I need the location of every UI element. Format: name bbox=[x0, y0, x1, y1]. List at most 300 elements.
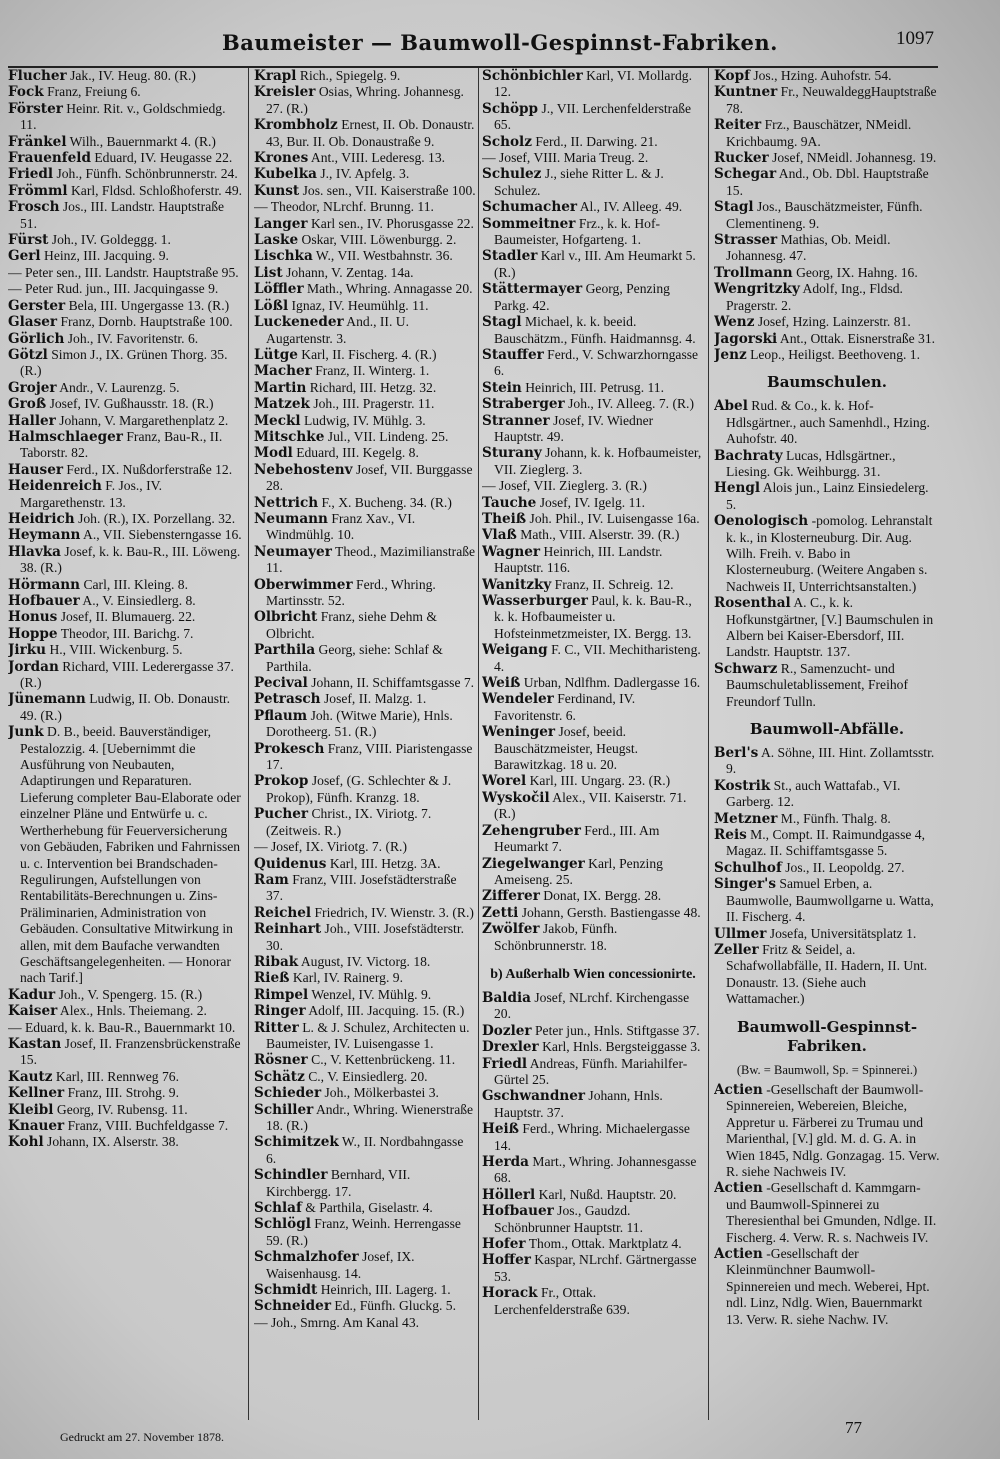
entry-details: Josef, II. Blumauerg. 22. bbox=[60, 609, 196, 625]
entry-name: Friedl bbox=[482, 1055, 528, 1072]
entry-details: R., Samenzucht- und Baumschuletablissement, Freihof Freundorf Tulln. bbox=[726, 660, 908, 709]
entry-name: Metzner bbox=[714, 810, 778, 827]
entry-details: Fr., Ottak. Lerchenfelderstraße 639. bbox=[494, 1285, 630, 1317]
directory-entry bbox=[482, 101, 704, 134]
entry-name: Ribak bbox=[254, 953, 299, 970]
entry-details: Bernhard, VII. Kirchbergg. 17. bbox=[266, 1167, 411, 1199]
directory-entry bbox=[8, 248, 244, 264]
entry-details: W., II. Nordbahngasse 6. bbox=[266, 1134, 464, 1166]
entry-name: Stadler bbox=[482, 248, 538, 265]
entry-name: Scholz bbox=[482, 133, 532, 150]
entry-details: Karl, Penzing Ameiseng. 25. bbox=[494, 855, 663, 887]
entry-name: Oenologisch bbox=[714, 513, 809, 530]
entry-details: Ludwig, II. Ob. Donaustr. 49. (R.) bbox=[20, 691, 231, 723]
entry-name: Glaser bbox=[8, 314, 58, 331]
entry-name: Hofer bbox=[482, 1236, 526, 1253]
directory-entry bbox=[714, 778, 940, 811]
entry-name: Krones bbox=[254, 150, 309, 167]
directory-entry bbox=[482, 1088, 704, 1121]
directory-entry bbox=[254, 839, 476, 855]
directory-entry bbox=[482, 1154, 704, 1187]
entry-name: Gerl bbox=[8, 248, 41, 265]
entry-name: Prokop bbox=[254, 773, 309, 790]
entry-details: Josef, IV. Igelg. 11. bbox=[539, 494, 646, 510]
directory-entry bbox=[8, 1003, 244, 1019]
entry-name: Langer bbox=[254, 215, 308, 232]
entry-name: Nebehostenv bbox=[254, 461, 353, 478]
entry-name: Ziegelwanger bbox=[482, 855, 585, 872]
entry-details: Alois jun., Lainz Einsiedelerg. 5. bbox=[726, 480, 929, 512]
directory-entry bbox=[8, 298, 244, 314]
entry-details: Carl, III. Kleing. 8. bbox=[83, 576, 189, 592]
entry-details: Jul., VII. Lindeng. 25. bbox=[327, 428, 449, 444]
entry-details: Andr., Whring. Wienerstraße 18. (R.) bbox=[266, 1101, 474, 1133]
entry-name: Actien bbox=[714, 1246, 763, 1262]
subsection-heading: b) Außerhalb Wien concessionirte. bbox=[490, 966, 696, 982]
directory-entry bbox=[714, 661, 940, 710]
directory-entry bbox=[254, 1249, 476, 1282]
directory-entry bbox=[482, 1236, 704, 1252]
entry-details: L. & J. Schulez, Architecten u. Baumeister, IV. Luisengasse 1. bbox=[266, 1019, 470, 1051]
entry-name: Jünemann bbox=[8, 691, 86, 708]
entry-name: Schimitzek bbox=[254, 1134, 339, 1151]
entry-details: Johann, Hnls. Hauptstr. 37. bbox=[494, 1088, 663, 1120]
entry-name: Ullmer bbox=[714, 925, 767, 942]
directory-entry bbox=[8, 232, 244, 248]
directory-entry bbox=[8, 380, 244, 396]
directory-entry bbox=[8, 101, 244, 134]
entry-name: Oberwimmer bbox=[254, 576, 353, 593]
directory-entry bbox=[254, 970, 476, 986]
column-divider bbox=[708, 68, 709, 1420]
directory-entry bbox=[254, 429, 476, 445]
entry-name: Lischka bbox=[254, 248, 313, 265]
entry-details: Leop., Heiligst. Beethoveng. 1. bbox=[750, 346, 920, 362]
entry-details: -Gesellschaft der Kleinmünchner Baumwoll-Spinnereien und mech. Weberei, Hpt. ndl. Linz, Ndlg. Wien, Bauernmarkt 13. Verw. R. siehe Nachw. IV. bbox=[726, 1246, 930, 1327]
entry-name: Dozler bbox=[482, 1022, 532, 1039]
entry-details: Ant., Ottak. Eisnerstraße 31. bbox=[779, 330, 936, 346]
directory-entry bbox=[8, 642, 244, 658]
entry-name: Kreisler bbox=[254, 84, 316, 101]
entry-name: Schindler bbox=[254, 1167, 328, 1184]
directory-entry bbox=[714, 199, 940, 232]
entry-name: Frauenfeld bbox=[8, 150, 91, 167]
entry-details: Josef, IV. Gußhausstr. 18. (R.) bbox=[49, 396, 214, 412]
entry-details: Franz, VIII. Piaristengasse 17. bbox=[266, 740, 473, 773]
entry-name: Hoppe bbox=[8, 625, 58, 642]
entry-details: Josef, IX. Waisenhausg. 14. bbox=[266, 1249, 415, 1281]
entry-name: Kautz bbox=[8, 1068, 53, 1085]
entry-name: Schumacher bbox=[482, 199, 578, 216]
directory-entry bbox=[8, 1118, 244, 1134]
entry-name: Schöpp bbox=[482, 100, 539, 117]
entry-details: Jakob, Fünfh. Schönbrunnerstr. 18. bbox=[494, 921, 618, 953]
entry-name: Gerster bbox=[8, 297, 66, 314]
entry-name: Drexler bbox=[482, 1039, 539, 1056]
directory-entry bbox=[254, 1069, 476, 1085]
entry-details: Richard, VIII. Lederergasse 37. (R.) bbox=[20, 658, 234, 691]
entry-name: Schlögl bbox=[254, 1216, 311, 1233]
entry-details: Heinz, III. Jacquing. 9. bbox=[44, 248, 169, 264]
directory-entry bbox=[714, 84, 940, 117]
entry-name: Jordan bbox=[8, 658, 59, 675]
entry-details: Ed., Fünfh. Gluckg. 5. bbox=[334, 1298, 456, 1314]
directory-entry bbox=[254, 314, 476, 347]
entry-details: Eduard, IV. Heugasse 22. bbox=[94, 150, 233, 166]
entry-name: Hofbauer bbox=[8, 593, 80, 609]
directory-entry bbox=[8, 659, 244, 692]
entry-details: Franz, II. Winterg. 1. bbox=[315, 363, 430, 379]
directory-entry bbox=[254, 84, 476, 117]
entry-details: Joh., IV. Favoritenstr. 6. bbox=[67, 330, 199, 346]
entry-name: Kohl bbox=[8, 1134, 44, 1151]
entry-name: Hengl bbox=[714, 480, 761, 497]
entry-details: Joh., IV. Goldeggg. 1. bbox=[51, 232, 171, 248]
directory-entry bbox=[482, 773, 704, 789]
entry-details: -pomolog. Lehranstalt k. k., in Klosterneuburg. Dir. Aug. Wilh. Freih. v. Babo in Klosterneuburg. (Weitere Angaben s. Nachweis II, Unterrichtsanstalten.) bbox=[726, 513, 933, 594]
directory-entry bbox=[8, 68, 244, 84]
directory-entry bbox=[482, 396, 704, 412]
directory-entry bbox=[8, 166, 244, 182]
directory-entry bbox=[8, 511, 244, 527]
directory-entry bbox=[714, 166, 940, 199]
entry-details: Rud. & Co., k. k. Hof-Hdlsgärtner., auch Samenhdl., Hzing. Auhofstr. 40. bbox=[726, 398, 930, 447]
entry-name: Fock bbox=[8, 84, 44, 101]
entry-name: Kaiser bbox=[8, 1003, 58, 1020]
entry-name: Baldia bbox=[482, 989, 531, 1006]
section-heading: Baumwoll-Gespinnst-Fabriken. bbox=[736, 1017, 918, 1055]
entry-name: Martin bbox=[254, 379, 307, 396]
entry-name: Förster bbox=[8, 100, 63, 117]
directory-entry bbox=[8, 134, 244, 150]
entry-name: Zeller bbox=[714, 941, 759, 958]
entry-details: Josef, NMeidl. Johannesg. 19. bbox=[772, 150, 937, 166]
entry-name: Abel bbox=[714, 398, 748, 415]
entry-details: Ludwig, IV. Mühlg. 3. bbox=[303, 412, 426, 428]
entry-name: Ritter bbox=[254, 1019, 299, 1036]
directory-entry bbox=[8, 593, 244, 609]
directory-entry bbox=[8, 1069, 244, 1085]
entry-details: — Joh., Smrng. Am Kanal 43. bbox=[254, 1314, 420, 1330]
entry-details: Josef, IV. Wiedner Hauptstr. 49. bbox=[494, 412, 654, 444]
entry-name: Actien bbox=[714, 1081, 763, 1098]
entry-details: J., IV. Apfelg. 3. bbox=[320, 166, 410, 182]
entry-details: Adolf, Ing., Fldsd. Pragerstr. 2. bbox=[726, 281, 903, 313]
entry-details: Adolf, III. Jacquing. 15. (R.) bbox=[308, 1003, 465, 1019]
directory-entry bbox=[482, 413, 704, 446]
directory-entry bbox=[714, 1246, 940, 1328]
entry-name: Haller bbox=[8, 412, 56, 429]
entry-name: Groß bbox=[8, 396, 47, 413]
entry-name: Höllerl bbox=[482, 1186, 536, 1203]
entry-name: Schiller bbox=[254, 1101, 314, 1118]
entry-details: Karl, III. Ungarg. 23. (R.) bbox=[529, 773, 671, 789]
directory-entry bbox=[482, 1039, 704, 1055]
directory-entry bbox=[254, 1085, 476, 1101]
directory-entry bbox=[714, 265, 940, 281]
directory-entry bbox=[482, 921, 704, 954]
entry-details: Lucas, Hdlsgärtner., Liesing. Gk. Weihburgg. 31. bbox=[726, 447, 896, 479]
entry-name: Frömml bbox=[8, 182, 68, 199]
entry-name: Schönbichler bbox=[482, 68, 583, 84]
directory-entry bbox=[482, 990, 704, 1023]
entry-name: Wasserburger bbox=[482, 593, 588, 609]
entry-name: Jenz bbox=[714, 346, 747, 363]
entry-details: Paul, k. k. Bau-R., k. k. Hofbaumeister u. Hofsteinmetzmeister, IX. Bergg. 13. bbox=[494, 593, 692, 641]
directory-entry bbox=[254, 609, 476, 642]
entry-name: Weigang bbox=[482, 642, 548, 659]
entry-name: Macher bbox=[254, 363, 312, 380]
entry-name: Lößl bbox=[254, 297, 289, 314]
entry-name: Mitschke bbox=[254, 428, 325, 445]
entry-details: Jos., III. Landstr. Hauptstraße 51. bbox=[20, 199, 225, 231]
entry-name: Zehengruber bbox=[482, 822, 581, 839]
entry-name: Kadur bbox=[8, 986, 56, 1003]
directory-entry bbox=[254, 1020, 476, 1053]
entry-name: Schegar bbox=[714, 166, 777, 183]
entry-name: Wagner bbox=[482, 543, 541, 560]
entry-name: Herda bbox=[482, 1154, 529, 1170]
directory-entry bbox=[482, 511, 704, 527]
directory-entry bbox=[8, 429, 244, 462]
entry-name: Prokesch bbox=[254, 740, 325, 757]
column-divider bbox=[478, 68, 479, 1420]
directory-entry bbox=[254, 642, 476, 675]
entry-name: Hauser bbox=[8, 461, 63, 478]
entry-details: — Peter sen., III. Landstr. Hauptstraße 95. bbox=[8, 264, 239, 280]
entry-details: Al., IV. Alleeg. 49. bbox=[579, 199, 683, 215]
entry-details: Math., Whring. Annagasse 20. bbox=[307, 281, 473, 297]
entry-name: Modl bbox=[254, 445, 293, 462]
entry-name: Stagl bbox=[482, 314, 522, 331]
entry-details: Josef, II. Franzensbrückenstraße 15. bbox=[20, 1035, 241, 1068]
directory-entry bbox=[254, 708, 476, 741]
directory-entry bbox=[714, 314, 940, 330]
entry-details: Karl, Nußd. Hauptstr. 20. bbox=[538, 1186, 677, 1202]
entry-details: Michael, k. k. beeid. Bauschätzm., Fünfh. Haidmannsg. 4. bbox=[494, 314, 696, 346]
entry-details: August, IV. Victorg. 18. bbox=[300, 953, 431, 969]
entry-details: Johann, Gersth. Bastiengasse 48. bbox=[521, 904, 701, 920]
entry-name: Schwarz bbox=[714, 660, 778, 677]
entry-name: Jirku bbox=[8, 642, 47, 659]
directory-entry bbox=[8, 691, 244, 724]
directory-entry bbox=[8, 527, 244, 543]
entry-name: Neumann bbox=[254, 510, 328, 527]
column-3 bbox=[482, 68, 704, 1428]
directory-entry bbox=[254, 806, 476, 839]
entry-name: Krombholz bbox=[254, 117, 338, 134]
directory-entry bbox=[482, 544, 704, 577]
entry-details: F. C., VII. Mechitharisteng. 4. bbox=[494, 642, 701, 674]
directory-entry bbox=[8, 609, 244, 625]
entry-name: Schmalzhofer bbox=[254, 1249, 359, 1266]
directory-entry bbox=[482, 856, 704, 889]
entry-details: Karl, III. Hetzg. 3A. bbox=[329, 855, 441, 871]
directory-entry bbox=[254, 544, 476, 577]
entry-details: Karl v., III. Am Heumarkt 5. (R.) bbox=[494, 248, 696, 280]
entry-name: Wenz bbox=[714, 314, 755, 331]
entry-name: Junk bbox=[8, 724, 44, 741]
entry-name: Weiß bbox=[482, 675, 521, 692]
entry-details: A., V. Einsiedlerg. 8. bbox=[82, 593, 196, 608]
entry-details: — Josef, VIII. Maria Treug. 2. bbox=[482, 150, 649, 166]
directory-entry bbox=[8, 1134, 244, 1150]
entry-details: -Gesellschaft der Baumwoll-Spinnereien, Webereien, Bleiche, Appretur u. Färberei zu Trumau und Marienthal, [V.] gld. M. d. G. A. in Wien 1845, Ndlg. Gonzagag. 15. Verw. R. siehe Nachweis IV. bbox=[726, 1081, 940, 1179]
entry-name: Stein bbox=[482, 379, 522, 396]
entry-details: Josef, NLrchf. Kirchengasse 20. bbox=[494, 989, 690, 1022]
entry-name: Kuntner bbox=[714, 84, 778, 101]
entry-details: Theodor, III. Barichg. 7. bbox=[60, 625, 194, 641]
directory-entry bbox=[254, 265, 476, 281]
entry-name: Heidenreich bbox=[8, 478, 102, 495]
directory-entry bbox=[482, 166, 704, 199]
entry-name: Laske bbox=[254, 232, 299, 249]
directory-entry bbox=[714, 513, 940, 595]
entry-name: Schieder bbox=[254, 1085, 322, 1102]
entry-details: Franz, III. Strohg. 9. bbox=[67, 1085, 179, 1101]
print-date: Gedruckt am 27. November 1878. bbox=[60, 1430, 224, 1444]
directory-entry bbox=[8, 347, 244, 380]
entry-details: A., VII. Siebensterngasse 16. bbox=[83, 527, 242, 543]
directory-entry bbox=[482, 577, 704, 593]
entry-details: Heinrich, III. Petrusg. 11. bbox=[525, 379, 665, 395]
directory-entry bbox=[714, 811, 940, 827]
entry-details: St., auch Wattafab., VI. Garberg. 12. bbox=[726, 777, 901, 810]
entry-name: Actien bbox=[714, 1180, 763, 1197]
entry-details: Jak., IV. Heug. 80. (R.) bbox=[70, 68, 196, 83]
directory-entry bbox=[482, 347, 704, 380]
entry-name: Reinhart bbox=[254, 921, 322, 938]
signature-mark: 77 bbox=[845, 1418, 862, 1437]
directory-entry bbox=[8, 314, 244, 330]
directory-entry bbox=[8, 396, 244, 412]
directory-entry bbox=[254, 987, 476, 1003]
entry-details: Ernest, II. Ob. Donaustr. 43, Bur. II. Ob. Donaustraße 9. bbox=[266, 117, 475, 149]
column-2 bbox=[254, 68, 476, 1428]
entry-details: Ferd., III. Am Heumarkt 7. bbox=[494, 822, 660, 855]
entry-name: Kleibl bbox=[8, 1101, 54, 1118]
section-abbreviations: (Bw. = Baumwoll, Sp. = Spinnerei.) bbox=[736, 1062, 918, 1077]
entry-details: Georg, Penzing Parkg. 42. bbox=[494, 281, 670, 313]
entry-details: D. B., beeid. Bauverständiger, Pestalozzig. 4. [Uebernimmt die Ausführung von Neubauten, Adaptirungen und Reparaturen. Lieferung completer Bau-Elaborate oder einzelner Pläne und Entwürfe u. c. Wertherhebung für Feuerversicherung von Gebäuden, Fabriken und Fahrnissen u. c. Intervention bei Brandschaden-Regulirungen, Aufstellungen von Rentabilitäts-Berechnungen u. Zins-Präliminarien, Administration von Gebäuden. Consultative Mitwirkung in allen, mit dem Baufache verwandten Geschäftsangelegenheiten. — Honorar nach Tarif.] bbox=[20, 724, 241, 986]
entry-name: Stättermayer bbox=[482, 281, 583, 298]
entry-name: Stauffer bbox=[482, 346, 544, 363]
directory-entry bbox=[8, 150, 244, 166]
entry-details: Josef, k. k. Bau-R., III. Löweng. 38. (R.) bbox=[20, 543, 241, 576]
entry-details: M., Compt. II. Raimundgasse 4, Magaz. II. Schiffamtsgasse 5. bbox=[726, 827, 925, 859]
directory-entry bbox=[714, 876, 940, 925]
entry-details: Joh., III. Pragerstr. 11. bbox=[313, 396, 435, 412]
directory-entry bbox=[714, 1082, 940, 1180]
entry-name: Wengritzky bbox=[714, 281, 800, 298]
entry-details: Johann, II. Schiffamtsgasse 7. bbox=[311, 675, 475, 691]
entry-name: Heiß bbox=[482, 1121, 519, 1138]
entry-name: Zifferer bbox=[482, 888, 540, 905]
directory-entry bbox=[8, 1102, 244, 1118]
entry-details: Kaspar, NLrchf. Gärtnergasse 53. bbox=[494, 1252, 697, 1284]
entry-details: — Theodor, NLrchf. Brunng. 11. bbox=[254, 199, 434, 215]
entry-name: Sturany bbox=[482, 445, 542, 462]
directory-entry bbox=[254, 183, 476, 199]
entry-name: Reis bbox=[714, 827, 747, 844]
entry-name: Stagl bbox=[714, 199, 754, 216]
entry-details: Jos., Hzing. Auhofstr. 54. bbox=[753, 68, 892, 83]
entry-details: Samuel Erben, a. Baumwolle, Baumwollgarne u. Watta, II. Fischerg. 4. bbox=[726, 876, 934, 925]
directory-entry bbox=[714, 448, 940, 481]
entry-details: Josefa, Universitätsplatz 1. bbox=[769, 925, 917, 941]
entry-name: Jagorski bbox=[714, 330, 778, 347]
entry-details: Fr., NeuwaldeggHauptstraße 78. bbox=[726, 84, 937, 116]
entry-name: Heidrich bbox=[8, 510, 75, 527]
directory-entry bbox=[254, 954, 476, 970]
entry-name: Grojer bbox=[8, 379, 57, 396]
directory-entry bbox=[254, 347, 476, 363]
entry-details: Friedrich, IV. Wienstr. 3. (R.) bbox=[314, 904, 474, 920]
directory-entry bbox=[482, 1187, 704, 1203]
entry-name: Trollmann bbox=[714, 264, 793, 281]
directory-entry bbox=[482, 134, 704, 150]
directory-entry bbox=[254, 1200, 476, 1216]
entry-name: Quidenus bbox=[254, 855, 327, 872]
entry-details: And., Ob. Dbl. Hauptstraße 15. bbox=[726, 166, 929, 198]
entry-details: Theod., Mazimilianstraße 11. bbox=[266, 543, 476, 576]
column-1 bbox=[8, 68, 244, 1428]
directory-entry bbox=[482, 691, 704, 724]
entry-name: Theiß bbox=[482, 510, 527, 527]
entry-name: Rucker bbox=[714, 150, 769, 167]
entry-details: Andr., V. Laurenzg. 5. bbox=[59, 379, 180, 395]
entry-name: Wyskočil bbox=[482, 789, 550, 806]
directory-entry bbox=[254, 199, 476, 215]
directory-entry bbox=[254, 511, 476, 544]
entry-name: Halmschlaeger bbox=[8, 428, 123, 445]
entry-details: Franz, Weinh. Herrengasse 59. (R.) bbox=[266, 1216, 461, 1248]
entry-details: Jos., II. Leopoldg. 27. bbox=[785, 859, 905, 875]
directory-entry bbox=[482, 495, 704, 511]
directory-entry bbox=[482, 281, 704, 314]
entry-details: Johann, k. k. Hofbaumeister, VII. Zieglerg. 3. bbox=[494, 445, 702, 477]
entry-details: Richard, III. Hetzg. 32. bbox=[309, 379, 437, 395]
directory-entry bbox=[254, 216, 476, 232]
directory-entry bbox=[714, 926, 940, 942]
entry-details: Karl, IV. Rainerg. 9. bbox=[292, 970, 403, 986]
entry-details: Osias, Whring. Johannesg. 27. (R.) bbox=[266, 84, 464, 116]
entry-details: Johann, V. Margarethenplatz 2. bbox=[59, 412, 229, 428]
entry-name: Weninger bbox=[482, 724, 556, 741]
entry-details: Georg, IX. Hahng. 16. bbox=[796, 264, 918, 280]
entry-details: Johann, IX. Alserstr. 38. bbox=[47, 1134, 179, 1150]
directory-entry bbox=[254, 1282, 476, 1298]
directory-entry bbox=[254, 1052, 476, 1068]
entry-details: Heinr. Rit. v., Goldschmiedg. 11. bbox=[20, 100, 226, 133]
entry-details: Mart., Whring. Johannesgasse 68. bbox=[494, 1154, 697, 1186]
entry-details: Johann, V. Zentag. 14a. bbox=[286, 264, 414, 280]
directory-entry bbox=[254, 1102, 476, 1135]
directory-entry bbox=[714, 117, 940, 150]
directory-entry bbox=[714, 398, 940, 447]
entry-details: Ferd., Whring. Martinsstr. 52. bbox=[266, 576, 436, 608]
directory-entry bbox=[714, 745, 940, 778]
directory-entry bbox=[714, 827, 940, 860]
directory-entry bbox=[482, 675, 704, 691]
directory-entry bbox=[8, 987, 244, 1003]
directory-entry bbox=[482, 790, 704, 823]
directory-entry bbox=[254, 577, 476, 610]
entry-details: Georg, IV. Rubensg. 11. bbox=[56, 1101, 188, 1117]
entry-details: — Josef, IX. Viriotg. 7. (R.) bbox=[254, 839, 407, 855]
directory-entry bbox=[714, 68, 940, 84]
entry-name: Bachraty bbox=[714, 447, 783, 464]
